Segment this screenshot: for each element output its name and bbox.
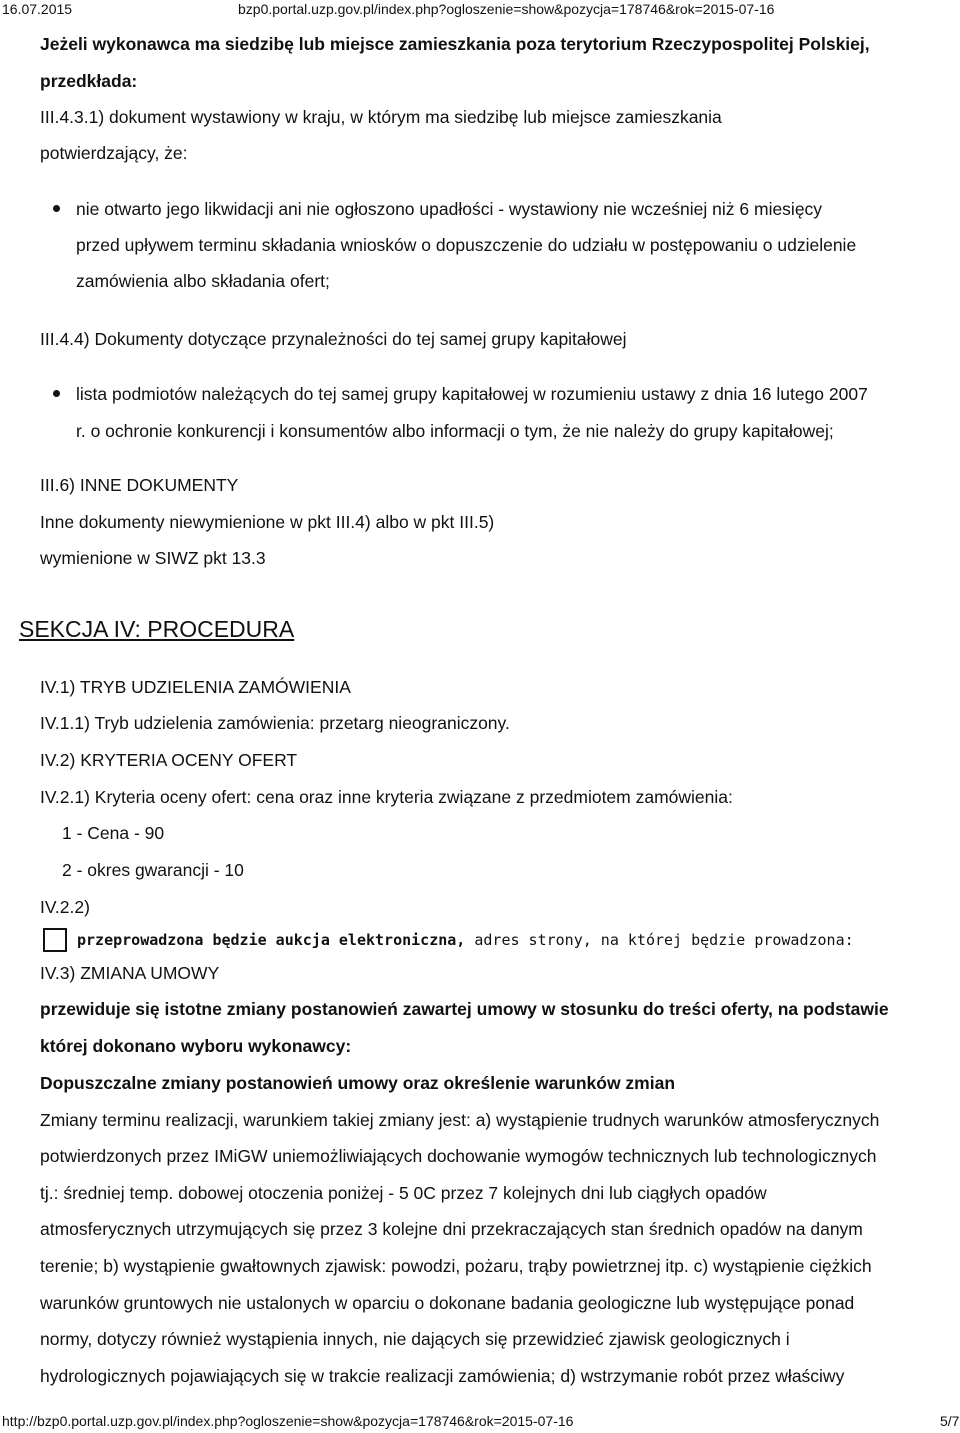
auction-bold: przeprowadzona będzie aukcja elektroniczna, xyxy=(77,931,466,949)
footer-url: http://bzp0.portal.uzp.gov.pl/index.php?ogloszenie=show&pozycja=178746&rok=2015-07-16 xyxy=(2,1413,574,1429)
body-line: tj.: średniej temp. dobowej otoczenia poniżej - 5 0C przez 7 kolejnych dni lub ciągłych opadów xyxy=(40,1183,767,1203)
print-url: bzp0.portal.uzp.gov.pl/index.php?ogloszenie=show&pozycja=178746&rok=2015-07-16 xyxy=(238,1,775,17)
foreign-intro-line-1: Jeżeli wykonawca ma siedzibę lub miejsce zamieszkania poza terytorium Rzeczypospolitej Polskiej, xyxy=(40,34,870,54)
item-iv-1-1-label: IV.1.1) Tryb udzielenia zamówienia: xyxy=(40,713,315,733)
item-iv-2-2-label: IV.2.2) xyxy=(40,897,90,917)
item-iii-6-text: wymienione w SIWZ pkt 13.3 xyxy=(40,548,266,568)
body-line: potwierdzonych przez IMiGW uniemożliwiających dochowanie wymogów technicznych lub technologicznych xyxy=(40,1146,877,1166)
auction-address-label: adres strony, na której będzie prowadzona: xyxy=(465,931,854,949)
auction-text xyxy=(77,930,854,950)
page-number: 5/7 xyxy=(940,1413,960,1429)
item-iv-2-1-label: IV.2.1) Kryteria oceny ofert: xyxy=(40,787,252,807)
auction-checkbox[interactable] xyxy=(43,928,67,952)
body-line: hydrologicznych pojawiających się w trakcie realizacji zamówienia; d) wstrzymanie robót przez właściwy xyxy=(40,1366,845,1386)
list-item-line: nie otwarto jego likwidacji ani nie ogłoszono upadłości - wystawiony nie wcześniej niż 6 miesięcy xyxy=(76,199,823,219)
change-bold-line-2: której dokonano wyboru wykonawcy: xyxy=(40,1036,352,1056)
body-line: normy, dotyczy również wystąpienia innych, nie dających się przewidzieć zjawisk geologicznych i xyxy=(40,1329,790,1349)
item-iv-1-1 xyxy=(40,712,510,734)
item-iii-6-subtitle: Inne dokumenty niewymienione w pkt III.4) albo w pkt III.5) xyxy=(40,512,495,532)
item-iii-6-title: III.6) INNE DOKUMENTY xyxy=(40,475,239,495)
change-subtitle: Dopuszczalne zmiany postanowień umowy oraz określenie warunków zmian xyxy=(40,1073,676,1093)
body-line: Zmiany terminu realizacji, warunkiem takiej zmiany jest: a) wystąpienie trudnych warunków atmosferycznych xyxy=(40,1110,880,1130)
item-iv-2-1-value: cena oraz inne kryteria związane z przedmiotem zamówienia: xyxy=(251,787,733,807)
change-bold-line-1: przewiduje się istotne zmiany postanowień zawartej umowy w stosunku do treści oferty, na podstawie xyxy=(40,999,889,1019)
item-iv-1-title: IV.1) TRYB UDZIELENIA ZAMÓWIENIA xyxy=(40,677,351,697)
body-line: warunków gruntowych nie ustalonych w oparciu o dokonane badania geologiczne lub występujące ponad xyxy=(40,1293,855,1313)
bullet-icon xyxy=(53,390,60,397)
criterion-2: 2 - okres gwarancji - 10 xyxy=(62,860,244,880)
item-iii-4-3-1-line-2: potwierdzający, że: xyxy=(40,143,188,163)
item-iv-3-title: IV.3) ZMIANA UMOWY xyxy=(40,963,220,983)
item-iv-1-1-value: przetarg nieograniczony. xyxy=(314,713,510,733)
item-iv-2-1 xyxy=(40,786,733,808)
foreign-intro-line-2: przedkłada: xyxy=(40,71,138,91)
bullet-icon xyxy=(53,205,60,212)
print-date: 16.07.2015 xyxy=(2,1,73,17)
item-iii-4-3-1-line-1: III.4.3.1) dokument wystawiony w kraju, w którym ma siedzibę lub miejsce zamieszkania xyxy=(40,107,722,127)
item-iii-4-4-title: III.4.4) Dokumenty dotyczące przynależności do tej samej grupy kapitałowej xyxy=(40,329,627,349)
body-line: atmosferycznych utrzymujących się przez 3 kolejne dni przekraczających stan średnich opadów na danym xyxy=(40,1219,863,1239)
section-heading: SEKCJA IV: PROCEDURA xyxy=(19,616,295,642)
list-item-line: przed upływem terminu składania wniosków o dopuszczenie do udziału w postępowaniu o udzielenie xyxy=(76,235,857,255)
list-item-line: r. o ochronie konkurencji i konsumentów albo informacji o tym, że nie należy do grupy kapitałowej; xyxy=(76,421,834,441)
criterion-1: 1 - Cena - 90 xyxy=(62,823,165,843)
item-iv-2-title: IV.2) KRYTERIA OCENY OFERT xyxy=(40,750,298,770)
list-item-line: zamówienia albo składania ofert; xyxy=(76,271,330,291)
list-item-line: lista podmiotów należących do tej samej grupy kapitałowej w rozumieniu ustawy z dnia 16 lutego 2007 xyxy=(76,384,868,404)
body-line: terenie; b) wystąpienie gwałtownych zjawisk: powodzi, pożaru, trąby powietrznej itp. c) wystąpienie ciężkich xyxy=(40,1256,872,1276)
